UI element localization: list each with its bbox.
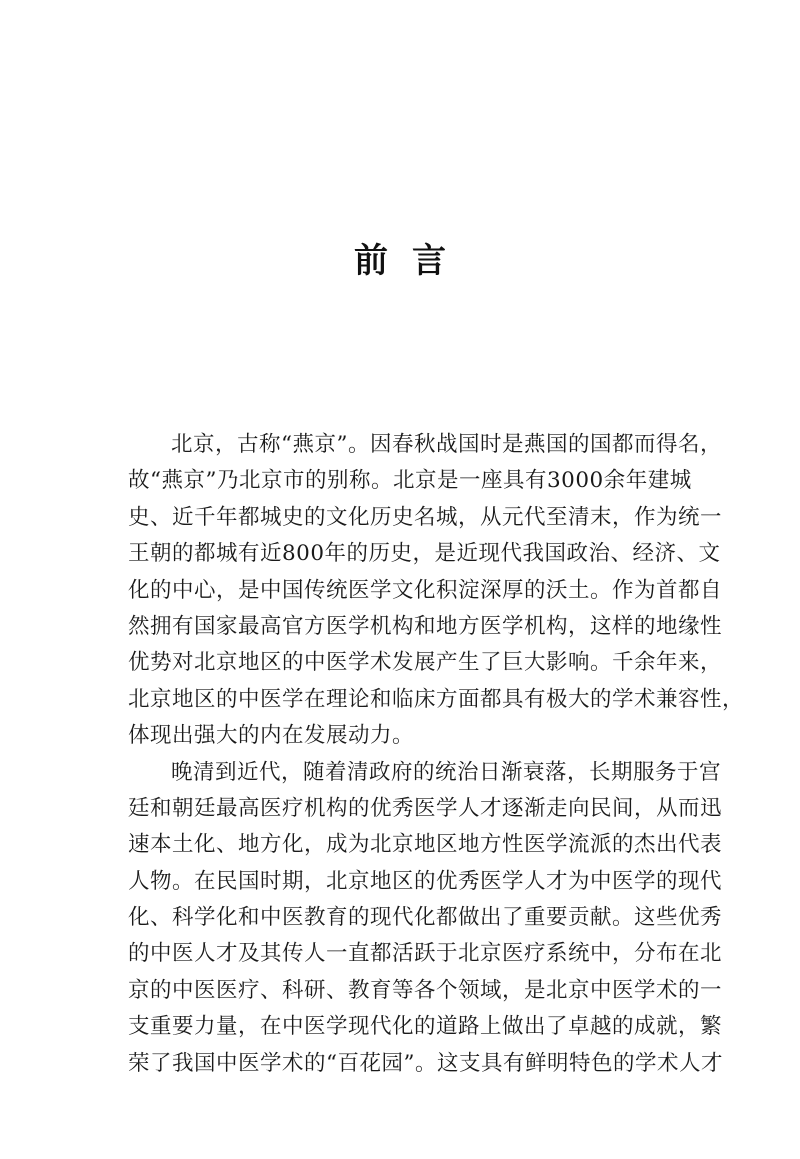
text-line: 体现出强大的内在发展动力。 <box>128 723 415 749</box>
paragraph-2 <box>128 755 723 1083</box>
text-line: 然拥有国家最高官方医学机构和地方医学机构，这样的地缘性 <box>128 613 723 639</box>
text-line: 人物。在民国时期，北京地区的优秀医学人才为中医学的现代 <box>128 868 723 894</box>
text-line: 王朝的都城有近800年的历史，是近现代我国政治、经济、文 <box>128 541 721 567</box>
text-line: 史、近千年都城史的文化历史名城，从元代至清末，作为统一 <box>128 504 723 530</box>
text-line: 廷和朝廷最高医疗机构的优秀医学人才逐渐走向民间，从而迅 <box>128 795 723 821</box>
text-line: 支重要力量，在中医学现代化的道路上做出了卓越的成就，繁 <box>128 1014 723 1040</box>
text-line: 晚清到近代，随着清政府的统治日渐衰落，长期服务于宫 <box>171 759 722 785</box>
text-line: 化的中心，是中国传统医学文化积淀深厚的沃土。作为首都自 <box>128 577 723 603</box>
text-line: 京的中医医疗、科研、教育等各个领域，是北京中医学术的一 <box>128 977 723 1003</box>
text-line: 荣了我国中医学术的“百花园”。这支具有鲜明特色的学术人才 <box>128 1050 723 1076</box>
paragraph-1 <box>128 427 745 755</box>
text-line: 故“燕京”乃北京市的别称。北京是一座具有3000余年建城 <box>128 468 692 494</box>
text-line: 速本土化、地方化，成为北京地区地方性医学流派的杰出代表 <box>128 832 723 858</box>
preface-body <box>128 427 745 1082</box>
text-line: 北京地区的中医学在理论和临床方面都具有极大的学术兼容性， <box>128 686 745 712</box>
page-title: 前言 <box>354 240 470 281</box>
text-line: 北京，古称“燕京”。因春秋战国时是燕国的国都而得名， <box>171 432 722 457</box>
text-line: 优势对北京地区的中医学术发展产生了巨大影响。千余年来， <box>128 650 723 676</box>
text-line: 的中医人才及其传人一直都活跃于北京医疗系统中，分布在北 <box>128 941 723 967</box>
text-line: 化、科学化和中医教育的现代化都做出了重要贡献。这些优秀 <box>128 905 723 931</box>
